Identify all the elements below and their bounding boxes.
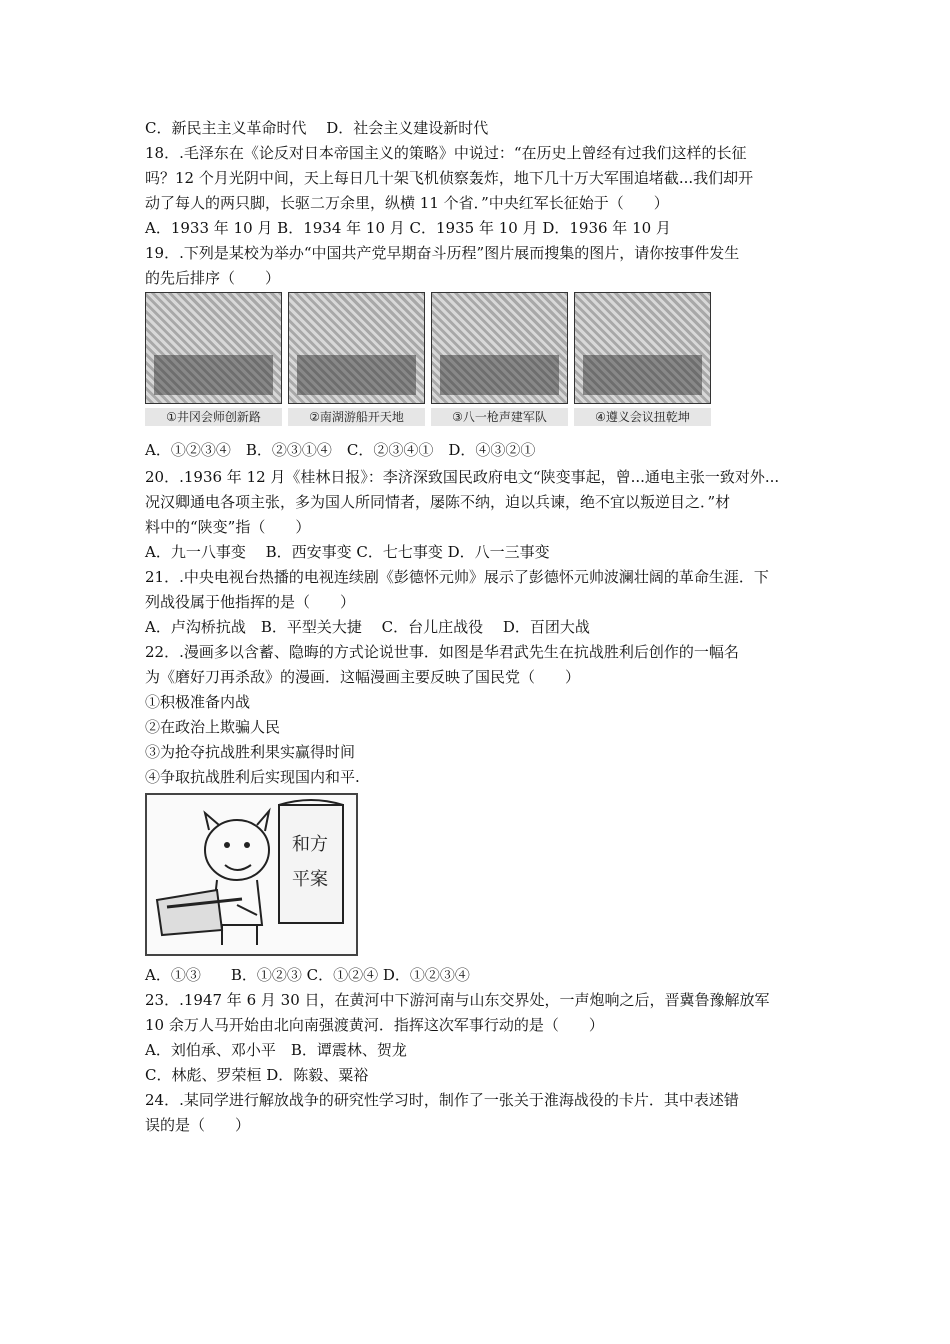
- photo-caption: ④遵义会议扭乾坤: [574, 408, 711, 426]
- question-19-options: A．①②③④ B．②③①④ C．②③④① D．④③②①: [145, 441, 536, 459]
- question-23-line-2: 10 余万人马开始由北向南强渡黄河．指挥这次军事行动的是（ ）: [145, 1016, 604, 1034]
- text-line: C．新民主主义革命时代 D．社会主义建设新时代: [145, 119, 489, 137]
- question-22-line-1: 22．.漫画多以含蓄、隐晦的方式论说世事．如图是华君武先生在抗战胜利后创作的一幅名: [145, 643, 739, 661]
- question-23-line-1: 23．.1947 年 6 月 30 日，在黄河中下游河南与山东交界处，一声炮响之后，晋冀鲁豫解放军: [145, 991, 770, 1009]
- photo-image: [288, 292, 425, 404]
- question-19-line-1: 19．.下列是某校为举办“中国共产党早期奋斗历程”图片展而搜集的图片，请你按事件发生: [145, 244, 740, 262]
- photo-image: [574, 292, 711, 404]
- question-18-line-2: 吗？12 个月光阴中间，天上每日几十架飞机侦察轰炸，地下几十万大军围追堵截...我们却开: [145, 169, 754, 187]
- question-24-line-1: 24．.某同学进行解放战争的研究性学习时，制作了一张关于淮海战役的卡片．其中表述错: [145, 1091, 739, 1109]
- photo-nanhu: [288, 292, 425, 432]
- question-20-options: A．九一八事变 B．西安事变 C．七七事变 D．八一三事变: [145, 543, 550, 561]
- question-22-options: A．①③ B．①②③ C．①②④ D．①②③④: [145, 966, 470, 984]
- photo-caption: ②南湖游船开天地: [288, 408, 425, 426]
- sign-text-bottom: 平案: [292, 869, 328, 890]
- cartoon-image: [145, 793, 358, 956]
- question-21-line-2: 列战役属于他指挥的是（ ）: [145, 593, 356, 611]
- photo-bayi: [431, 292, 568, 432]
- question-18-line-1: 18．.毛泽东在《论反对日本帝国主义的策略》中说过：“在历史上曾经有过我们这样的长征: [145, 144, 747, 162]
- photo-zunyi: [574, 292, 711, 432]
- question-23-options-1: A．刘伯承、邓小平 B．谭震林、贺龙: [145, 1041, 407, 1059]
- question-21-options: A．卢沟桥抗战 B．平型关大捷 C．台儿庄战役 D．百团大战: [145, 618, 590, 636]
- photo-caption: ③八一枪声建军队: [431, 408, 568, 426]
- question-20-line-3: 料中的“陕变”指（ ）: [145, 518, 311, 536]
- question-24-line-2: 误的是（ ）: [145, 1116, 251, 1134]
- cartoon-drawing: [147, 795, 356, 954]
- photo-caption: ①井冈会师创新路: [145, 408, 282, 426]
- question-18-options: A．1933 年 10 月 B．1934 年 10 月 C．1935 年 10 月 D．1936 年 10 月: [145, 219, 671, 237]
- question-22-item-2: ②在政治上欺骗人民: [145, 718, 281, 736]
- question-23-options-2: C．林彪、罗荣桓 D．陈毅、粟裕: [145, 1066, 369, 1084]
- question-20-line-1: 20．.1936 年 12 月《桂林日报》：李济深致国民政府电文“陕变事起，曾...通电主张一致对外...: [145, 468, 780, 486]
- photo-strip: [145, 292, 713, 432]
- question-19-line-2: 的先后排序（ ）: [145, 269, 281, 287]
- question-20-line-2: 况汉卿通电各项主张，多为国人所同情者，屡陈不纳，迫以兵谏，绝不宜以叛逆目之．”材: [145, 493, 731, 511]
- photo-image: [145, 292, 282, 404]
- photo-jinggang: [145, 292, 282, 432]
- photo-image: [431, 292, 568, 404]
- question-22-line-2: 为《磨好刀再杀敌》的漫画．这幅漫画主要反映了国民党（ ）: [145, 668, 581, 686]
- question-21-line-1: 21．.中央电视台热播的电视连续剧《彭德怀元帅》展示了彭德怀元帅波澜壮阔的革命生涯．下: [145, 568, 769, 586]
- question-22-item-3: ③为抢夺抗战胜利果实赢得时间: [145, 743, 356, 761]
- question-22-item-1: ①积极准备内战: [145, 693, 251, 711]
- question-22-item-4: ④争取抗战胜利后实现国内和平.: [145, 768, 360, 786]
- question-18-line-3: 动了每人的两只脚，长驱二万余里，纵横 11 个省．”中央红军长征始于（ ）: [145, 194, 669, 212]
- sign-text-top: 和方: [292, 834, 328, 855]
